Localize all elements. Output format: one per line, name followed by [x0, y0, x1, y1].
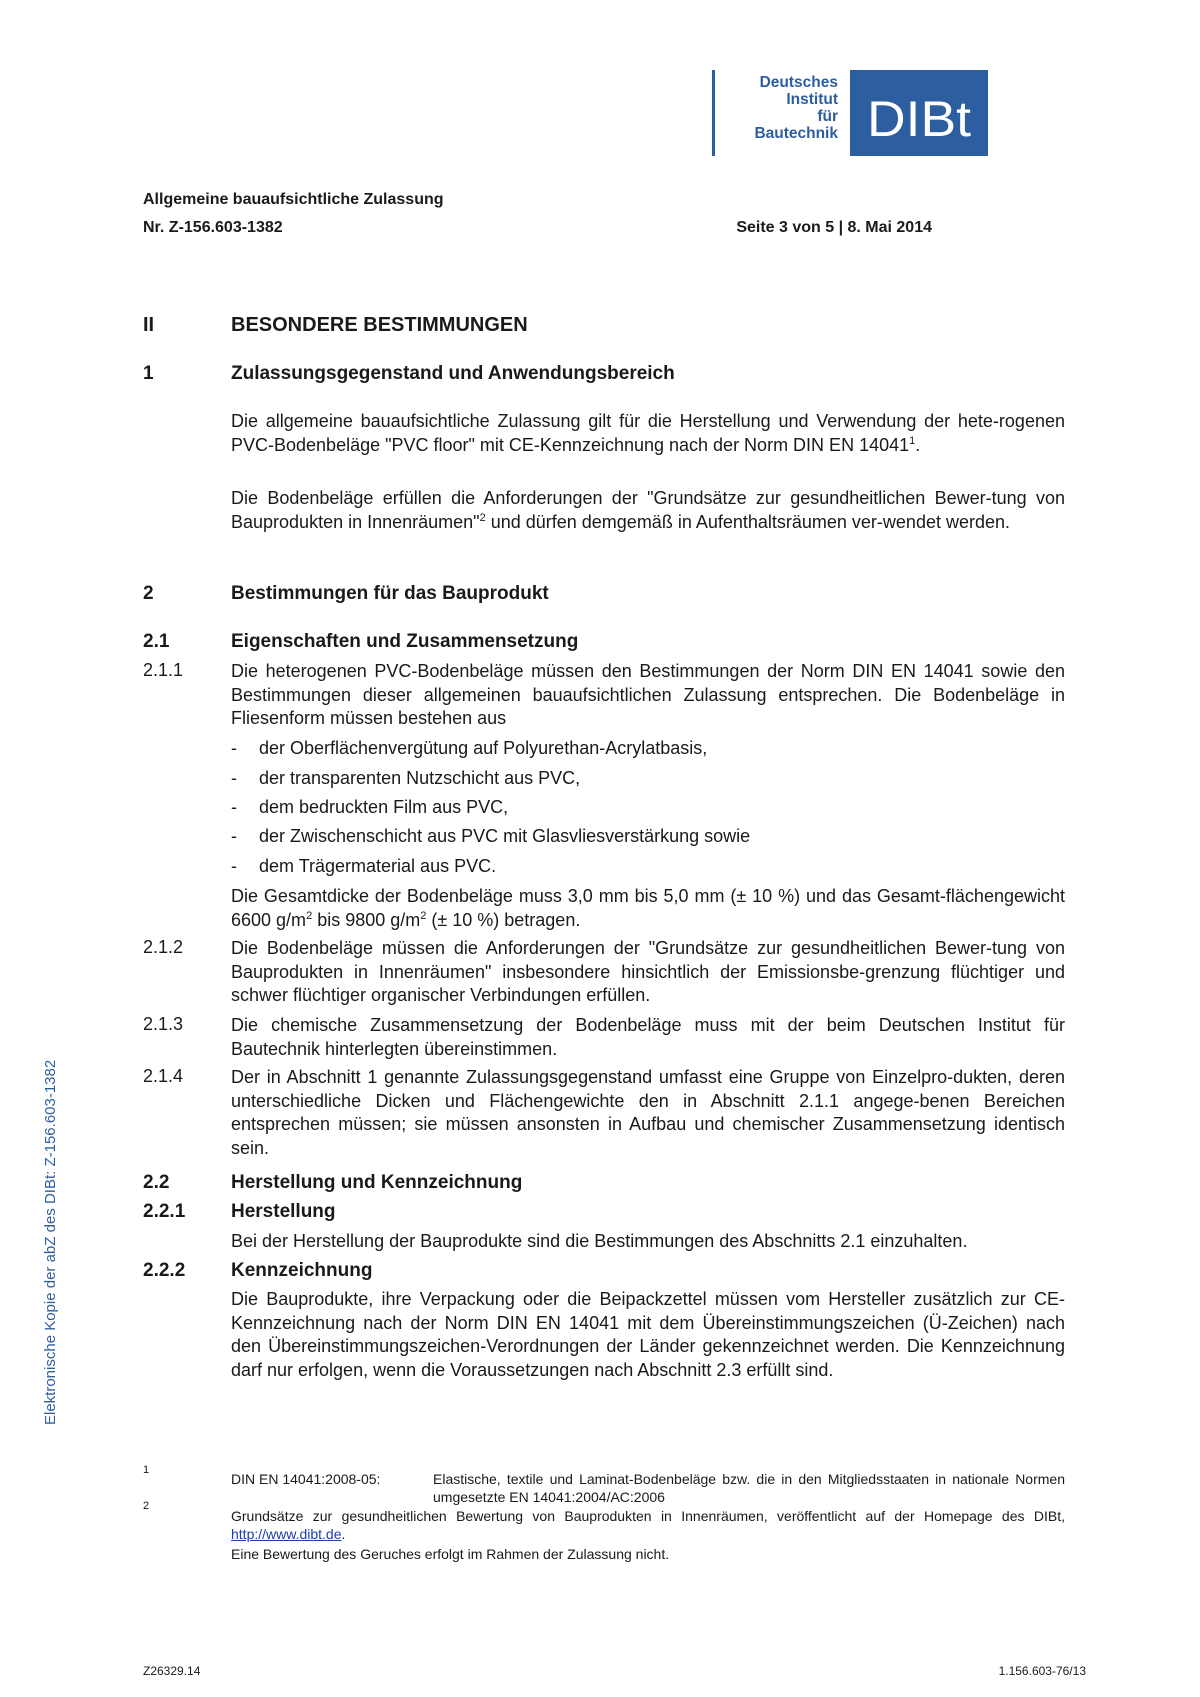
paragraph: Die allgemeine bauaufsichtliche Zulassung gilt für die Herstellung und Verwendung der hete-rogenen PVC-Bodenbeläge "PVC floor" mit CE-Kennzeichnung nach der Norm DIN EN 14041$^1$.: [231, 411, 1065, 455]
bullet-mark: -: [231, 738, 237, 758]
footnote-text: Elastische, textile und Laminat-Bodenbeläge bzw. die in den Mitgliedsstaaten in nationale Normen umgesetzte EN 14041:2004/AC:2006: [433, 1471, 1065, 1505]
clause-text: Die heterogenen PVC-Bodenbeläge müssen den Bestimmungen der Norm DIN EN 14041 sowie den Bestimmungen dieser allgemeinen bauaufsichtlichen Zulassung entsprechen. Die Bodenbeläge in Fliesenform müssen bestehen aus: [231, 661, 1065, 728]
svg-text:DIBt: DIBt: [867, 91, 972, 147]
approval-number: Nr. Z-156.603-1382: [143, 219, 283, 236]
subsection-title: Eigenschaften und Zusammensetzung: [231, 631, 579, 652]
bullet-mark: -: [231, 826, 237, 846]
clause-title: Herstellung: [231, 1201, 336, 1222]
clause-number: 2.1.4: [143, 1066, 184, 1086]
clause-text: Bei der Herstellung der Bauprodukte sind die Bestimmungen des Abschnitts 2.1 einzuhalten.: [231, 1231, 968, 1251]
document-type: Allgemeine bauaufsichtliche Zulassung: [143, 191, 444, 208]
clause-text: Die chemische Zusammensetzung der Bodenbeläge muss mit der beim Deutschen Institut für Bautechnik hinterlegten übereinstimmen.: [231, 1015, 1065, 1059]
clause-text: Die Bauprodukte, ihre Verpackung oder die Beipackzettel müssen vom Hersteller zusätzlich zur CE-Kennzeichnung nach der Norm DIN EN 14041 mit dem Übereinstimmungszeichen (Ü-Zeichen) nach den Übereinstimmungszeichen-Verordnungen der Länder gekennzeichnet werden. Die Kennzeichnung darf nur erfolgen, wenn die Voraussetzungen nach Abschnitt 2.3 erfüllt sind.: [231, 1289, 1065, 1380]
bullet-mark: -: [231, 768, 237, 788]
footnote-number: 2: [143, 1500, 150, 1512]
list-item: der Zwischenschicht aus PVC mit Glasvliesverstärkung sowie: [259, 826, 751, 846]
clause-number: 2.2.2: [143, 1260, 186, 1281]
section-title: Zulassungsgegenstand und Anwendungsbereich: [231, 363, 675, 384]
section-title: BESONDERE BESTIMMUNGEN: [231, 314, 528, 336]
logo-word: Deutsches: [759, 74, 838, 91]
clause-number: 2.2.1: [143, 1201, 186, 1222]
list-item: dem bedruckten Film aus PVC,: [259, 797, 509, 817]
logo-word: Institut: [786, 91, 838, 108]
section-title: Bestimmungen für das Bauprodukt: [231, 583, 549, 604]
footnote-reference: DIN EN 14041:2008-05:: [231, 1471, 381, 1487]
bullet-mark: -: [231, 797, 237, 817]
superscript: 2: [420, 909, 427, 922]
footnote-ref: 1: [909, 434, 916, 447]
subsection-title: Herstellung und Kennzeichnung: [231, 1172, 523, 1193]
logo-wordmark: [726, 74, 838, 142]
paragraph: Die Gesamtdicke der Bodenbeläge muss 3,0 mm bis 5,0 mm (± 10 %) und das Gesamt-flächengewicht 6600 $g/m^2$ bis 9800 $g/m^2$ (± 10 %) betragen.: [231, 886, 1065, 930]
dibt-logo: [850, 70, 988, 156]
subsection-number: 2.1: [143, 631, 170, 652]
footnote-ref: 2: [479, 511, 486, 524]
footer-left-code: Z26329.14: [143, 1664, 201, 1678]
footer-right-code: 1.156.603-76/13: [998, 1664, 1086, 1678]
list-item: der transparenten Nutzschicht aus PVC,: [259, 768, 581, 788]
section-number: II: [143, 314, 155, 336]
dibt-logo-mark: [850, 70, 988, 156]
dibt-website-link[interactable]: http://www.dibt.de: [231, 1526, 342, 1542]
footnote-number: 1: [143, 1464, 150, 1476]
logo-word: für: [817, 108, 838, 125]
logo-word: Bautechnik: [754, 125, 838, 142]
subsection-number: 2.2: [143, 1172, 170, 1193]
bullet-mark: -: [231, 856, 237, 876]
clause-title: Kennzeichnung: [231, 1260, 373, 1281]
section-number: 1: [143, 363, 154, 384]
logo-divider: [712, 70, 715, 156]
clause-text: Der in Abschnitt 1 genannte Zulassungsgegenstand umfasst eine Gruppe von Einzelpro-dukten, deren unterschiedliche Dicken und Flächengewichte den in Abschnitt 2.1.1 angege-benen Bereichen entsprechen müssen; sie müssen ansonsten in Aufbau und chemischer Zusammensetzung identisch sein.: [231, 1067, 1065, 1158]
list-item: der Oberflächenvergütung auf Polyurethan-Acrylatbasis,: [259, 738, 708, 758]
clause-number: 2.1.2: [143, 937, 184, 957]
list-item: dem Trägermaterial aus PVC.: [259, 856, 497, 876]
footnote-text: Grundsätze zur gesundheitlichen Bewertung von Bauprodukten in Innenräumen, veröffentlicht auf der Homepage des DIBt, http://www.dibt.de.: [231, 1508, 1065, 1542]
superscript: 2: [306, 909, 313, 922]
page-info: Seite 3 von 5 | 8. Mai 2014: [736, 219, 932, 236]
side-copy-notice: Elektronische Kopie der abZ des DIBt: Z-156.603-1382: [42, 1059, 59, 1425]
clause-text: Die Bodenbeläge müssen die Anforderungen der "Grundsätze zur gesundheitlichen Bewer-tung von Bauprodukten in Innenräumen" insbesondere hinsichtlich der Emissionsbe-grenzung flüchtiger und schwer flüchtiger organischer Verbindungen erfüllen.: [231, 938, 1065, 1005]
clause-number: 2.1.3: [143, 1014, 184, 1034]
paragraph: Die Bodenbeläge erfüllen die Anforderungen der "Grundsätze zur gesundheitlichen Bewer-tung von Bauprodukten in Innenräumen"$^2$ und dürfen demgemäß in Aufenthaltsräumen ver-wendet werden.: [231, 488, 1065, 532]
clause-number: 2.1.1: [143, 660, 184, 680]
footnote-text: Eine Bewertung des Geruches erfolgt im Rahmen der Zulassung nicht.: [231, 1546, 670, 1562]
section-number: 2: [143, 583, 154, 604]
